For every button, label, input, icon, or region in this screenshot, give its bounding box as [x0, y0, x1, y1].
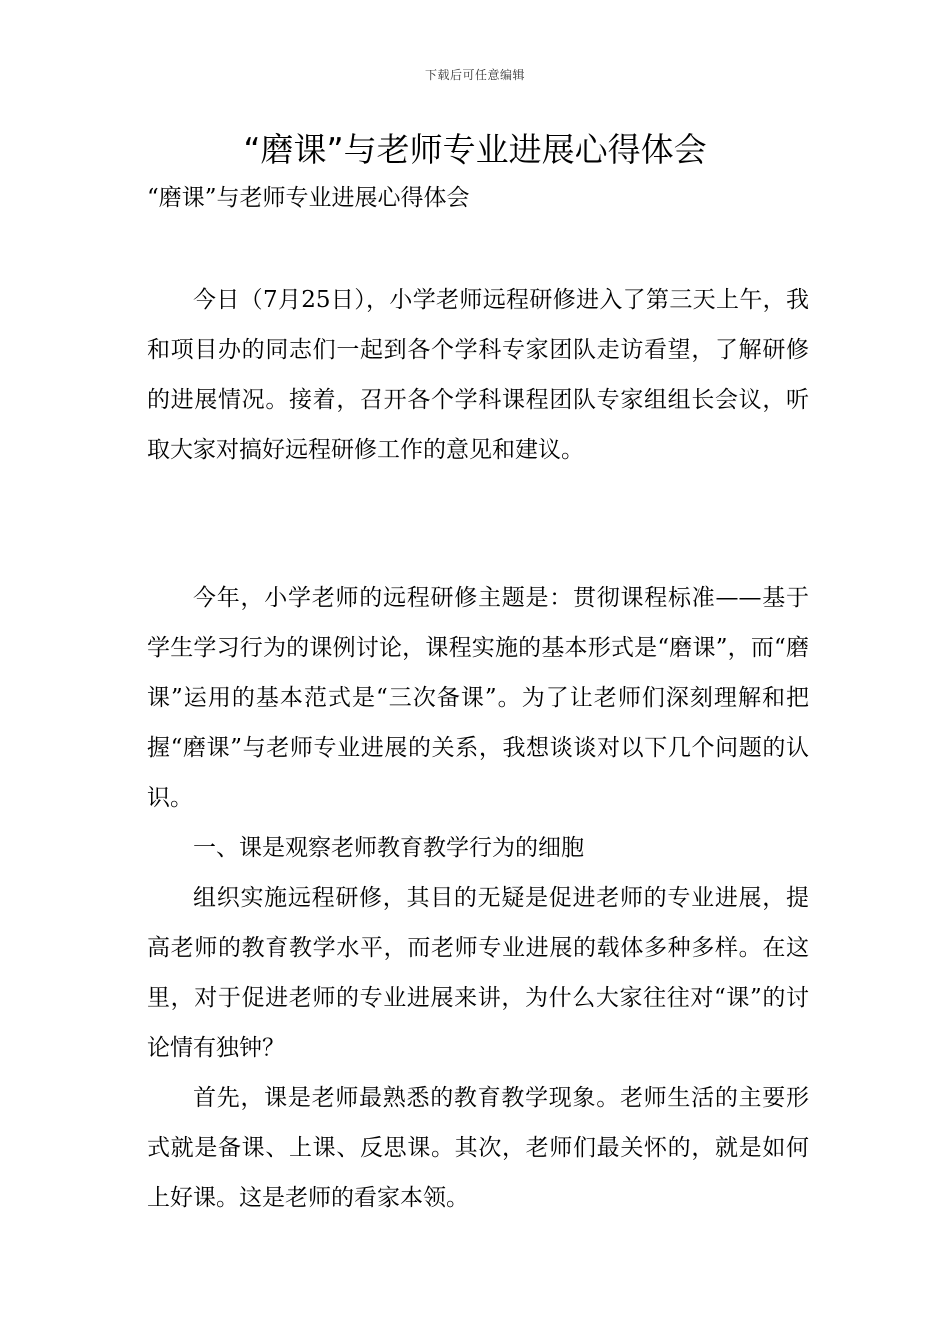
document-title: “磨课”与老师专业进展心得体会 [243, 130, 707, 169]
paragraph-theme: 今年，小学老师的远程研修主题是：贯彻课程标准——基于学生学习行为的课例讨论，课程实施的基本形式是“磨课”，而“磨课”运用的基本范式是“三次备课”。为了让老师们深刻理解和把握“磨课”与老师专业进展的关系，我想谈谈对以下几个问题的认识。 [147, 585, 809, 811]
paragraph-intro: 今日（7月25日），小学老师远程研修进入了第三天上午，我和项目办的同志们一起到各个学科专家团队走访看望，了解研修的进展情况。接着，召开各个学科课程团队专家组组长会议，听取大家对搞好远程研修工作的意见和建议。 [147, 287, 809, 463]
paragraph-first-reason: 首先，课是老师最熟悉的教育教学现象。老师生活的主要形式就是备课、上课、反思课。其次，老师们最关怀的，就是如何上好课。这是老师的看家本领。 [147, 1085, 809, 1211]
section-heading-1: 一、课是观察老师教育教学行为的细胞 [193, 835, 584, 861]
paragraph-purpose: 组织实施远程研修，其目的无疑是促进老师的专业进展，提高老师的教育教学水平，而老师专业进展的载体多种多样。在这里，对于促进老师的专业进展来讲，为什么大家往往对“课”的讨论情有独钟？ [147, 885, 809, 1061]
document-subtitle: “磨课”与老师专业进展心得体会 [147, 185, 470, 211]
page-header-note: 下载后可任意编辑 [424, 68, 525, 82]
